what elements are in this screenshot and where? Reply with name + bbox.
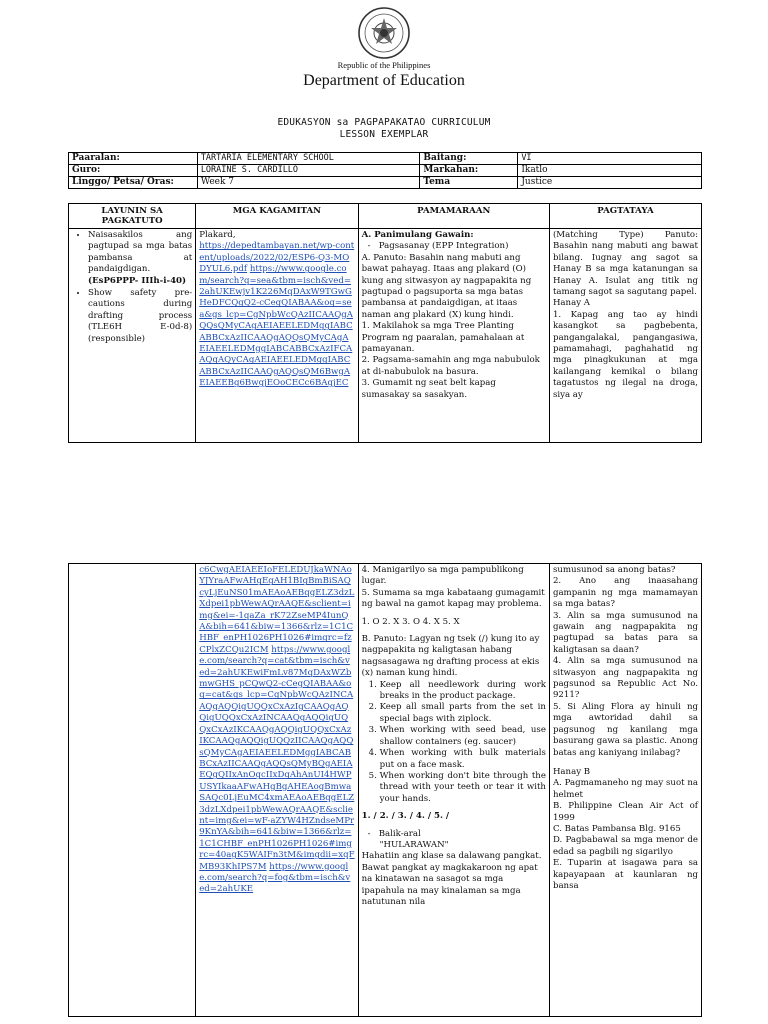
hanay-b-item: B. Philippine Clean Air Act of 1999 bbox=[552, 801, 698, 823]
layunin-item: • Naisasakilos ang pagtupad sa mga batas pambansa at pandaigdigan. (EsP6PPP- IIIh-i-40) bbox=[88, 230, 192, 287]
guro-value: LORAINE S. CARDILLO bbox=[197, 165, 420, 177]
lesson-exemplar-title: LESSON EXEMPLAR bbox=[339, 129, 429, 140]
pamamaraan-item: 4. Manigarilyo sa mga pampublikong lugar. bbox=[361, 565, 524, 587]
safety-item: 2. Keep all small parts from the set in special bags with ziplock. bbox=[380, 702, 546, 725]
hanay-a-label: Hanay A bbox=[552, 298, 591, 309]
layunin-cell bbox=[69, 229, 196, 443]
guro-label: Guro: bbox=[69, 165, 198, 177]
safety-item: 1. Keep all needlework during work breaks in the product package. bbox=[380, 680, 546, 703]
safety-item: 5. When working don't bite through the thread with your teeth or tear it with your hands. bbox=[380, 771, 546, 805]
fog-image-link[interactable]: https://www.google.com/search?q=fog&tbm=isch&ved=2ahUKE bbox=[199, 861, 351, 895]
hahatiin-text: Hahatiin ang klase sa dalawang pangkat. Bawat pangkat ay magkakaroon ng apat na kinatawan na sasagot sa mga ipapahula na may kinalaman sa mga natutunan nila bbox=[361, 851, 542, 907]
panimula-heading: A. Panimulang Gawain: bbox=[361, 230, 474, 240]
pagtataya-item: 5. Si Aling Flora ay hinuli ng mga awtoridad dahil sa pagsunog ng kanilang mga basurang gawa sa plastic. Anong batas ang kaniyang inilabag? bbox=[552, 701, 698, 758]
pamamaraan-cell bbox=[358, 564, 549, 1017]
department-title: Department of Education bbox=[303, 72, 465, 89]
pamamaraan-cell bbox=[358, 229, 549, 443]
curriculum-title: EDUKASYON sa PAGPAPAKATAO CURRICULUM bbox=[277, 117, 491, 128]
hanay-b-item: E. Tuparin at isagawa para sa kapayapaan at kaunlaran ng bansa bbox=[552, 858, 698, 891]
linggo-value: Week 7 bbox=[197, 177, 420, 189]
pamamaraan-item: 2. Pagsama-samahin ang mga nabubulok at di-nabubulok na basura. bbox=[361, 355, 540, 377]
cat-image-link[interactable]: https://www.google.com/search?q=cat&tbm=isch&ved=2ahUKEwiFmLv87MqDAxWZbmwGHS_pCQwQ2-cCegQIABAA&oq=cat&gs_lcp=CgNpbWcQAzINCAAQgAQQigUQQxCxAzIgCAAQgAQQigUQQxCxAzINCAAQgAQQigUQQxCxAzIKCAAQgAQQigUQQxCxAzIKCAAQgAQQigUQQzIICAAQgAQQsQMyCAgAEIAEELEDMggIABCABBCxAzIICAAQgAQQsQMyBQgAEIAEQgQIIxAnOgcIIxDqAhAnUI4HWPUSYIkaaAFwAHgBgAHEAogBmwaSAQc0LjEuMC4xmAEAoAEBqgELZ3dzLXdpei1pbWewAQrAAQE&sclient=img&ei=wF-aZYW4HZndseMPr9KnYA&bih=641&biw=1366&rlz=1C1CHBF_enPH1026PH1026#imgrc=40agK5WAIFn3tM&imgdii=xqFMB93KhIPS7M bbox=[199, 644, 355, 872]
layunin-item: • Show safety pre-cautions during drafting process (TLE6H E-0d-8) (responsible) bbox=[88, 288, 192, 345]
balik-aral-line: - Balik-aral bbox=[367, 828, 421, 839]
sea-image-link[interactable]: https://www.google.com/search?q=sea&tbm=isch&ved=2ahUKEwjv1K226MqDAxW9TGwGHeDFCQgQ2-cCegQIABAA&oq=sea&gs_lcp=CgNpbWcQAzIICAAQgAQQsQMyCAgAEIAEELEDMggIABCABBCxAzIICAAQgAQQsQMyCAgAEIAEELEDMggIABCABBCxAzIFCAAQgAQyCAgAEIAEELEDMggIABCABBCxAzIICAAQgAQQsQM6BwgAEIAEEBg6BwgjEOoCECc6BAgjEC bbox=[199, 264, 354, 389]
linggo-label: Linggo/ Petsa/ Oras: bbox=[69, 177, 198, 189]
republic-text: Republic of the Philippines bbox=[337, 60, 431, 70]
hanay-b-label: Hanay B bbox=[552, 766, 591, 777]
pagtataya-cont: sumusunod sa anong batas? bbox=[552, 565, 676, 575]
competency-code: (EsP6PPP- IIIh-i-40) bbox=[88, 275, 187, 286]
pamamaraan-item: 1. Makilahok sa mga Tree Planting Program ng paaralan, pamahalaan at pamayanan. bbox=[361, 321, 525, 355]
safety-item: 4. When working with bulk materials put on a face mask. bbox=[380, 748, 546, 771]
baitang-value: VI bbox=[518, 153, 702, 165]
pamamaraan-item: 5. Sumama sa mga kabataang gumagamit ng bawal na gamot kapag may problema. bbox=[361, 587, 545, 610]
pagtataya-panuto: (Matching Type) Panuto: Basahin nang mabuti ang bawat bilang. Iugnay ang sagot sa Hanay B sa mga katanungan sa Hanay A. Isulat ang titik ng tamang sagot sa sagutang papel. bbox=[552, 230, 698, 298]
pagtataya-cell bbox=[549, 229, 701, 443]
safety-list bbox=[362, 680, 546, 805]
sea-image-link-cont[interactable]: c6CwgAEIAEEIoFELEDUJkaWNAoYJYraAFwAHgEgAH1BIgBmBiSAQcyLjEuNS01mAEAoAEBqgELZ3dzLXdpei1pbWewAQrAAQE&sclient=img&ei=-1qaZa_rK72ZseMP4IunQA&bih=641&biw=1366&rlz=1C1CHBF_enPH1026PH1026#imgrc=fzCPlxZCQu2ICM bbox=[199, 565, 355, 655]
answer-key-b: 1. / 2. / 3. / 4. / 5. / bbox=[361, 811, 450, 822]
info-table bbox=[68, 152, 702, 189]
hanay-b-item: D. Pagbabawal sa mga menor de edad sa pagbili ng sigarilyo bbox=[552, 835, 698, 857]
safety-item: 3. When working with seed bead, use shallow containers (eg. saucer) bbox=[380, 725, 546, 748]
markahan-value: Ikatlo bbox=[518, 165, 702, 177]
panuto-a: A. Panuto: Basahin nang mabuti ang bawat pahayag. Itaas ang plakard (O) kung ang sitwasyon ay nagpapakita ng pagtupad o pagsuporta sa mga batas pambansa at pandaigdigan, at itaas naman ang plakard (X) kung hindi. bbox=[361, 252, 532, 320]
col-header-pamamaraan: PAMAMARAAN bbox=[358, 204, 549, 229]
lesson-table-page1 bbox=[68, 203, 702, 443]
pagtataya-item: 2. Ano ang inaasahang gampanin ng mga mamamayan sa mga batas? bbox=[552, 576, 698, 610]
tema-value: Justice bbox=[518, 177, 702, 189]
panuto-b: B. Panuto: Lagyan ng tsek (/) kung ito ay nagpapakita ng kaligtasan habang nagsasagawa ng drafting process at ekis (x) naman kung hindi. bbox=[361, 634, 540, 679]
kagamitan-cell bbox=[196, 564, 358, 1017]
col-header-layunin: LAYUNIN SA PAGKATUTO bbox=[69, 204, 196, 229]
baitang-label: Baitang: bbox=[420, 153, 518, 165]
paaralan-label: Paaralan: bbox=[69, 153, 198, 165]
col-header-kagamitan: MGA KAGAMITAN bbox=[196, 204, 358, 229]
markahan-label: Markahan: bbox=[420, 165, 518, 177]
kagamitan-cell bbox=[196, 229, 358, 443]
lesson-table-page2 bbox=[68, 563, 702, 1017]
pagsasanay-line: - Pagsasanay (EPP Integration) bbox=[367, 241, 509, 252]
hanay-b-item: C. Batas Pambansa Blg. 9165 bbox=[552, 823, 681, 834]
pagtataya-item: 3. Alin sa mga sumusunod na gawain ang nagpapakita ng pagtupad sa batas para sa kaligtasan sa daan? bbox=[552, 610, 698, 655]
pagtataya-cell bbox=[549, 564, 701, 1017]
layunin-cell-empty bbox=[69, 564, 196, 1017]
answer-key-a: 1. O 2. X 3. O 4. X 5. X bbox=[361, 616, 460, 627]
col-header-pagtataya: PAGTATAYA bbox=[549, 204, 701, 229]
pamamaraan-item: 3. Gumamit ng seat belt kapag sumasakay sa sasakyan. bbox=[361, 378, 496, 400]
pagtataya-item: 4. Alin sa mga sumusunod na sitwasyon ang nagpapakita ng pagsunod sa Republic Act No. 9211? bbox=[552, 656, 698, 701]
tema-label: Tema bbox=[420, 177, 518, 189]
deped-seal-logo bbox=[357, 6, 411, 60]
pagtataya-item: 1. Kapag ang tao ay hindi kasangkot sa pagbebenta, pangangalakal, pangangasiwa, pamamahagi, paghahatid ng mga pinagkukunan at mga kailangang kemikal o bilang tagatustos ng ilegal na droga, siya ay bbox=[552, 309, 698, 400]
plakard-text: Plakard, bbox=[199, 230, 236, 240]
module-link[interactable]: https://depedtambayan.net/wp-content/uploads/2022/02/ESP6-Q3-MODYUL6.pdf bbox=[199, 241, 355, 275]
paaralan-value: TARTARIA ELEMENTARY SCHOOL bbox=[197, 153, 420, 165]
hularawan-title: "HULARAWAN" bbox=[379, 839, 449, 850]
hanay-b-item: A. Pagmamaneho ng may suot na helmet bbox=[552, 778, 698, 800]
